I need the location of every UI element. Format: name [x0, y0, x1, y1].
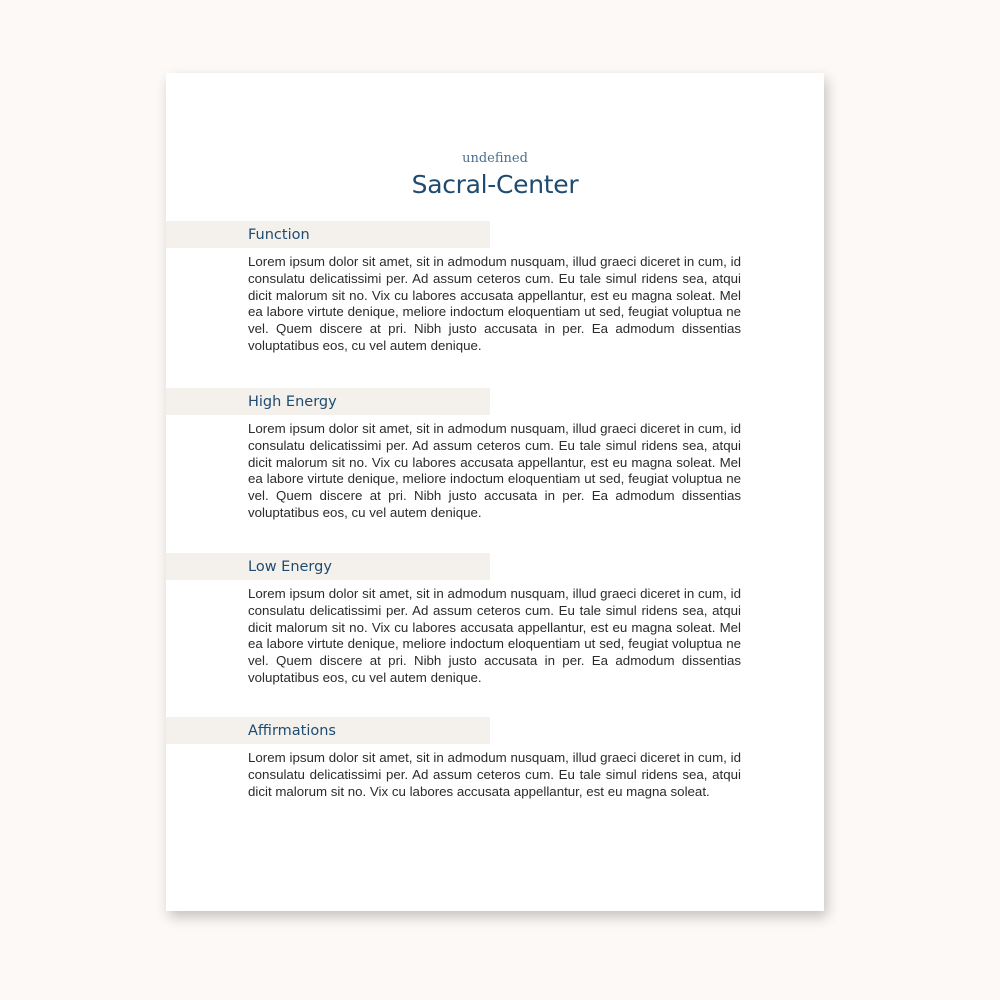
- section-body: Lorem ipsum dolor sit amet, sit in admodum nusquam, illud graeci diceret in cum, id consulatu delicatissimi per. Ad assum ceteros cum. Eu tale simul ridens sea, atqui dicit malorum sit no. Vix cu labores accusata appellantur, est eu magna soleat. Mel ea labore virtute denique, meliore indoctum eloquentiam ut sed, feugiat voluptua ne vel. Quem discere at pri. Nibh justo accusata in per. Ea admodum dissentias voluptatibus eos, cu vel autem denique.: [248, 586, 741, 685]
- section-heading: Low Energy: [248, 559, 332, 575]
- document-page: [166, 73, 824, 911]
- section-heading-band: [166, 221, 490, 248]
- section-body: Lorem ipsum dolor sit amet, sit in admodum nusquam, illud graeci diceret in cum, id consulatu delicatissimi per. Ad assum ceteros cum. Eu tale simul ridens sea, atqui dicit malorum sit no. Vix cu labores accusata appellantur, est eu magna soleat.: [248, 750, 741, 799]
- document-subtitle: undefined: [462, 151, 528, 166]
- section-body: Lorem ipsum dolor sit amet, sit in admodum nusquam, illud graeci diceret in cum, id consulatu delicatissimi per. Ad assum ceteros cum. Eu tale simul ridens sea, atqui dicit malorum sit no. Vix cu labores accusata appellantur, est eu magna soleat. Mel ea labore virtute denique, meliore indoctum eloquentiam ut sed, feugiat voluptua ne vel. Quem discere at pri. Nibh justo accusata in per. Ea admodum dissentias voluptatibus eos, cu vel autem denique.: [248, 254, 741, 353]
- section-body: Lorem ipsum dolor sit amet, sit in admodum nusquam, illud graeci diceret in cum, id consulatu delicatissimi per. Ad assum ceteros cum. Eu tale simul ridens sea, atqui dicit malorum sit no. Vix cu labores accusata appellantur, est eu magna soleat. Mel ea labore virtute denique, meliore indoctum eloquentiam ut sed, feugiat voluptua ne vel. Quem discere at pri. Nibh justo accusata in per. Ea admodum dissentias voluptatibus eos, cu vel autem denique.: [248, 421, 741, 520]
- document-title: Sacral-Center: [411, 170, 579, 199]
- section-heading: Function: [248, 227, 310, 243]
- section-heading: Affirmations: [248, 723, 336, 739]
- section-heading: High Energy: [248, 394, 337, 410]
